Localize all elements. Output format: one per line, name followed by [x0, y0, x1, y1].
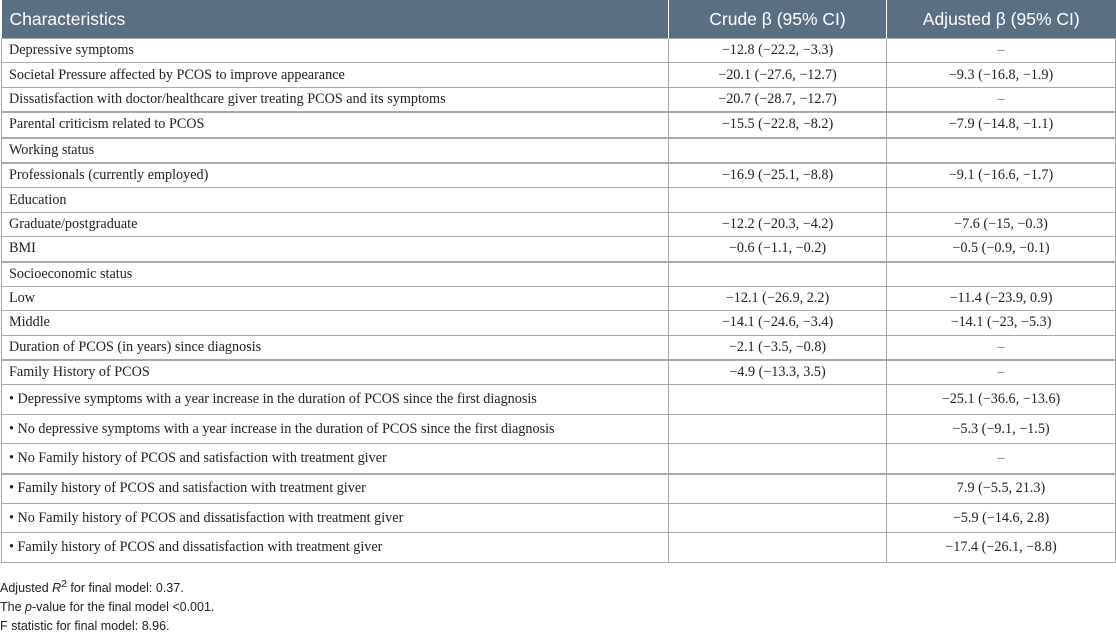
row-characteristic: Low — [2, 286, 669, 310]
regression-table — [1, 0, 1116, 563]
row-crude-beta: −16.9 (−25.1, −8.8) — [669, 163, 887, 188]
row-characteristic: Working status — [2, 138, 669, 163]
row-adjusted-beta: −5.3 (−9.1, −1.5) — [887, 414, 1116, 443]
table-row — [2, 138, 1116, 163]
row-adjusted-beta — [887, 188, 1116, 212]
r2-suffix: for final model: 0.37. — [66, 581, 184, 596]
table-row — [2, 474, 1116, 504]
table-row — [2, 39, 1116, 63]
row-characteristic: Duration of PCOS (in years) since diagnosis — [2, 335, 669, 360]
table-row — [2, 504, 1116, 533]
table-row — [2, 360, 1116, 385]
table-row — [2, 63, 1116, 87]
row-adjusted-beta — [887, 262, 1116, 287]
table-row — [2, 87, 1116, 112]
row-crude-beta — [669, 533, 887, 562]
table-row — [2, 286, 1116, 310]
row-crude-beta: −12.2 (−20.3, −4.2) — [669, 212, 887, 236]
row-adjusted-beta: −25.1 (−36.6, −13.6) — [887, 385, 1116, 414]
row-adjusted-beta — [887, 138, 1116, 163]
row-characteristic: Depressive symptoms — [2, 39, 669, 63]
header-characteristics: Characteristics — [2, 0, 669, 39]
row-characteristic: Parental criticism related to PCOS — [2, 112, 669, 137]
row-adjusted-beta: −7.9 (−14.8, −1.1) — [887, 112, 1116, 137]
row-adjusted-beta: −7.6 (−15, −0.3) — [887, 212, 1116, 236]
row-characteristic: • Family history of PCOS and dissatisfaction with treatment giver — [2, 533, 669, 562]
table-body — [2, 39, 1116, 563]
row-adjusted-beta: −9.1 (−16.6, −1.7) — [887, 163, 1116, 188]
row-crude-beta — [669, 444, 887, 474]
row-characteristic: • Depressive symptoms with a year increase in the duration of PCOS since the first diagnosis — [2, 385, 669, 414]
row-crude-beta: −14.1 (−24.6, −3.4) — [669, 311, 887, 335]
results-table-container — [1, 0, 1115, 563]
row-crude-beta: −0.6 (−1.1, −0.2) — [669, 237, 887, 262]
row-crude-beta — [669, 188, 887, 212]
row-crude-beta — [669, 414, 887, 443]
r2-symbol: R — [52, 581, 62, 596]
table-row — [2, 163, 1116, 188]
row-characteristic: Dissatisfaction with doctor/healthcare giver treating PCOS and its symptoms — [2, 87, 669, 112]
row-adjusted-beta: – — [887, 87, 1116, 112]
row-adjusted-beta: −14.1 (−23, −5.3) — [887, 311, 1116, 335]
row-adjusted-beta: – — [887, 360, 1116, 385]
row-crude-beta — [669, 138, 887, 163]
row-adjusted-beta: – — [887, 335, 1116, 360]
footnote-r-squared — [0, 575, 1116, 598]
table-row — [2, 533, 1116, 562]
r2-exponent: 2 — [61, 579, 67, 590]
row-characteristic: Societal Pressure affected by PCOS to improve appearance — [2, 63, 669, 87]
header-adjusted-beta: Adjusted β (95% CI) — [887, 0, 1116, 39]
row-crude-beta: −20.7 (−28.7, −12.7) — [669, 87, 887, 112]
table-row — [2, 112, 1116, 137]
table-row — [2, 262, 1116, 287]
row-adjusted-beta: −17.4 (−26.1, −8.8) — [887, 533, 1116, 562]
row-adjusted-beta: −0.5 (−0.9, −0.1) — [887, 237, 1116, 262]
row-adjusted-beta: −5.9 (−14.6, 2.8) — [887, 504, 1116, 533]
row-crude-beta: −2.1 (−3.5, −0.8) — [669, 335, 887, 360]
row-characteristic: Family History of PCOS — [2, 360, 669, 385]
table-row — [2, 188, 1116, 212]
p-suffix: -value for the final model <0.001. — [31, 600, 215, 615]
table-row — [2, 414, 1116, 443]
row-characteristic: Professionals (currently employed) — [2, 163, 669, 188]
header-crude-beta: Crude β (95% CI) — [669, 0, 887, 39]
table-row — [2, 237, 1116, 262]
table-row — [2, 212, 1116, 236]
row-characteristic: Graduate/postgraduate — [2, 212, 669, 236]
row-crude-beta — [669, 474, 887, 504]
table-footnotes — [0, 575, 1116, 636]
table-header-row — [2, 0, 1116, 39]
row-crude-beta — [669, 504, 887, 533]
row-characteristic: • No Family history of PCOS and satisfaction with treatment giver — [2, 444, 669, 474]
row-characteristic: BMI — [2, 237, 669, 262]
row-characteristic: • No Family history of PCOS and dissatisfaction with treatment giver — [2, 504, 669, 533]
table-row — [2, 311, 1116, 335]
row-crude-beta: −20.1 (−27.6, −12.7) — [669, 63, 887, 87]
table-row — [2, 385, 1116, 414]
row-crude-beta: −12.1 (−26.9, 2.2) — [669, 286, 887, 310]
row-characteristic: • No depressive symptoms with a year increase in the duration of PCOS since the first diagnosis — [2, 414, 669, 443]
table-row — [2, 335, 1116, 360]
row-crude-beta: −4.9 (−13.3, 3.5) — [669, 360, 887, 385]
p-symbol: p — [25, 600, 32, 615]
footnote-p-value — [0, 598, 1116, 617]
row-characteristic: • Family history of PCOS and satisfaction with treatment giver — [2, 474, 669, 504]
r2-prefix: Adjusted — [0, 581, 53, 596]
row-crude-beta — [669, 262, 887, 287]
row-characteristic: Education — [2, 188, 669, 212]
row-adjusted-beta: 7.9 (−5.5, 21.3) — [887, 474, 1116, 504]
row-adjusted-beta: – — [887, 39, 1116, 63]
table-row — [2, 444, 1116, 474]
row-adjusted-beta: −9.3 (−16.8, −1.9) — [887, 63, 1116, 87]
row-adjusted-beta: −11.4 (−23.9, 0.9) — [887, 286, 1116, 310]
row-characteristic: Socioeconomic status — [2, 262, 669, 287]
p-prefix: The — [0, 600, 26, 615]
row-crude-beta: −12.8 (−22.2, −3.3) — [669, 39, 887, 63]
row-characteristic: Middle — [2, 311, 669, 335]
row-adjusted-beta: – — [887, 444, 1116, 474]
footnote-f-statistic: F statistic for final model: 8.96. — [0, 619, 170, 634]
row-crude-beta: −15.5 (−22.8, −8.2) — [669, 112, 887, 137]
row-crude-beta — [669, 385, 887, 414]
